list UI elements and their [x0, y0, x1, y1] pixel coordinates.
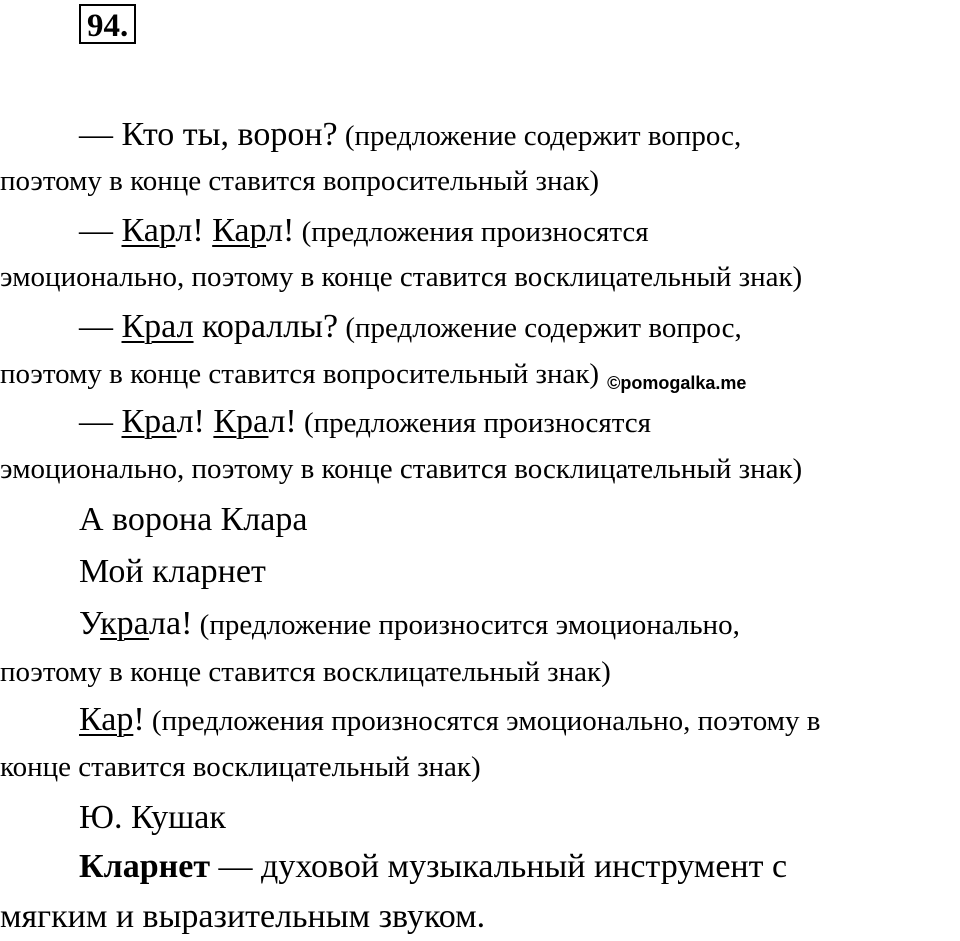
dash: — [79, 403, 122, 440]
poem-line-2 [79, 211, 649, 252]
poem-text: ла! [149, 605, 193, 642]
explanation-note: конце ставится восклицательный знак) [0, 751, 481, 783]
poem-line-5 [79, 500, 308, 540]
explanation-line-1 [0, 161, 599, 201]
poem-text: Мой кларнет [79, 553, 266, 590]
author-name: Ю. Кушак [79, 799, 226, 836]
dash: — [79, 212, 122, 249]
definition-line-2 [0, 897, 485, 937]
poem-text: кораллы? [193, 308, 339, 345]
poem-line-6 [79, 552, 266, 592]
poem-line-3 [79, 307, 742, 348]
definition-text: мягким и выразительным звуком. [0, 898, 486, 935]
poem-text: Кто ты, ворон? [121, 116, 338, 153]
definition-text: — духовой музыкальный инструмент с [210, 848, 788, 885]
underlined-root: кра [100, 605, 150, 642]
defined-term: Кларнет [79, 848, 211, 885]
explanation-note: (предложение произносится эмоционально, [192, 609, 740, 641]
word-ending: л! [266, 212, 295, 249]
poem-line-7 [79, 604, 740, 645]
poem-line-1 [79, 115, 741, 156]
dash: — [79, 308, 122, 345]
underlined-root: Кра [213, 403, 269, 440]
explanation-note: эмоционально, поэтому в конце ставится восклицательный знак) [0, 453, 803, 485]
word-ending: л! [268, 403, 297, 440]
explanation-line-4 [0, 449, 802, 489]
explanation-note: поэтому в конце ставится вопросительный знак) [0, 165, 600, 197]
poem-text: У [79, 605, 101, 642]
explanation-note: эмоционально, поэтому в конце ставится восклицательный знак) [0, 261, 803, 293]
underlined-root: Кар [121, 212, 176, 249]
explanation-note: (предложение содержит вопрос, [337, 120, 742, 152]
dash: — [79, 116, 122, 153]
underlined-root: Кар [79, 701, 134, 738]
watermark: ©pomogalka.me [607, 373, 747, 393]
underlined-root: Кра [121, 403, 177, 440]
poem-author [79, 798, 226, 838]
explanation-note: поэтому в конце ставится вопросительный знак) [0, 358, 600, 390]
explanation-line-5 [0, 652, 611, 692]
poem-text: А ворона Клара [79, 501, 308, 538]
poem-text: ! [133, 701, 145, 738]
explanation-note: поэтому в конце ставится восклицательный знак) [0, 656, 611, 688]
definition-line-1 [79, 847, 787, 887]
exercise-number: 94 [87, 8, 120, 44]
word-ending: л! [176, 403, 214, 440]
underlined-root: Крал [121, 308, 194, 345]
explanation-line-3 [0, 354, 746, 403]
word-ending: л! [175, 212, 213, 249]
explanation-note: (предложения произносятся эмоционально, поэтому в [144, 705, 821, 737]
explanation-line-6 [0, 747, 481, 787]
exercise-number-box: 94. [79, 4, 136, 44]
underlined-root: Кар [212, 212, 267, 249]
explanation-note: (предложение содержит вопрос, [338, 312, 742, 344]
poem-line-8 [79, 700, 820, 741]
explanation-note: (предложения произносятся [296, 407, 652, 439]
poem-line-4 [79, 402, 651, 443]
explanation-note: (предложения произносятся [294, 216, 649, 248]
explanation-line-2 [0, 257, 802, 297]
